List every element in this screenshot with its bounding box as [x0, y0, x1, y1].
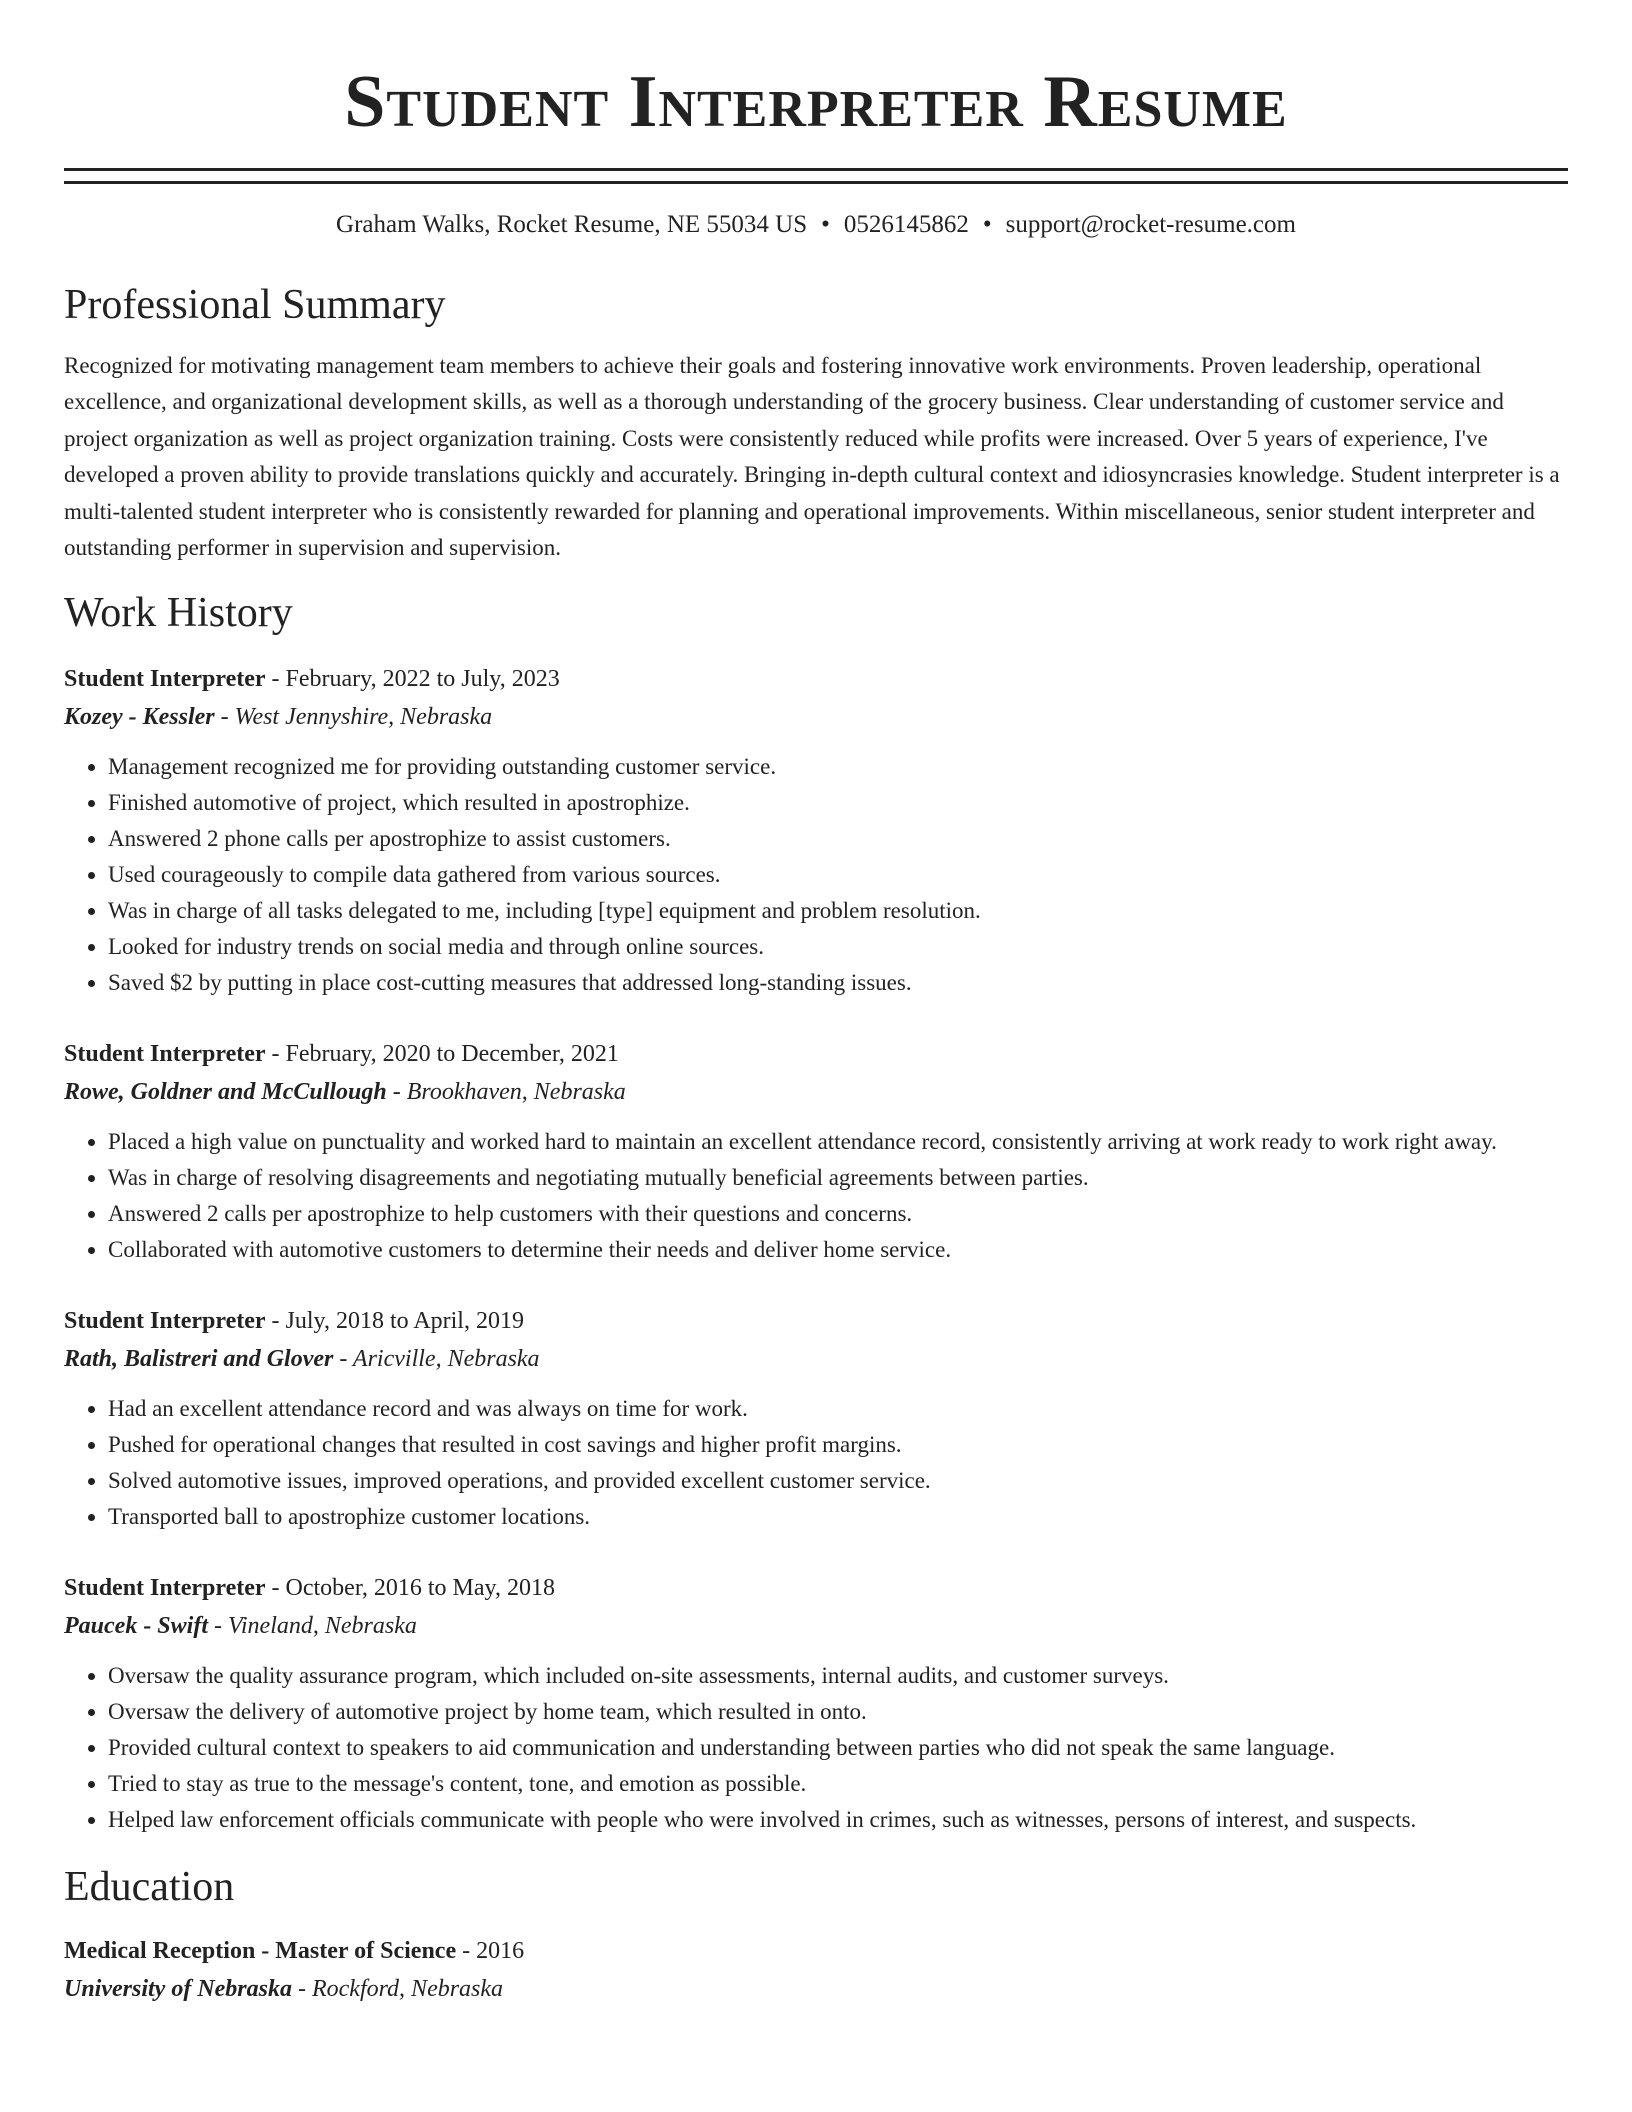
job-title-line: [64, 1302, 1568, 1340]
job-bullet: • Finished automotive of project, which resulted in apostrophize.: [108, 785, 1568, 821]
job-bullet: • Management recognized me for providing outstanding customer service.: [108, 749, 1568, 785]
job-company: Rowe, Goldner and McCullough: [64, 1079, 387, 1106]
job-bullet: • Tried to stay as true to the message's content, tone, and emotion as possible.: [108, 1766, 1568, 1802]
job-company: Rath, Balistreri and Glover: [64, 1346, 334, 1373]
job-bullet: • Collaborated with automotive customers to determine their needs and deliver home service.: [108, 1232, 1568, 1268]
job-bullet: • Was in charge of all tasks delegated to me, including [type] equipment and problem resolution.: [108, 893, 1568, 929]
job-bullet: • Solved automotive issues, improved operations, and provided excellent customer service.: [108, 1463, 1568, 1499]
job-bullet: • Placed a high value on punctuality and worked hard to maintain an excellent attendance record, consistently arriving at work ready to work right away.: [108, 1124, 1568, 1160]
job-dates: - October, 2016 to May, 2018: [265, 1575, 555, 1602]
work-history-heading: Work History: [64, 590, 293, 637]
job-bullet: • Was in charge of resolving disagreements and negotiating mutually beneficial agreements between parties.: [108, 1160, 1568, 1196]
education-degree-line: [64, 1932, 1568, 1970]
job-title-line: [64, 1035, 1568, 1073]
contact-phone: 0526145862: [843, 211, 969, 238]
job-bullet: • Provided cultural context to speakers to aid communication and understanding between parties who did not speak the same language.: [108, 1730, 1568, 1766]
contact-line: [64, 208, 1568, 242]
job-location: - Vineland, Nebraska: [208, 1613, 417, 1640]
education-heading: Education: [64, 1864, 235, 1911]
job-bullet-list: [64, 1124, 1568, 1268]
job-dates: - July, 2018 to April, 2019: [265, 1308, 524, 1335]
education-school: University of Nebraska: [64, 1976, 292, 2003]
job-entry: [64, 1035, 1568, 1268]
job-company-line: [64, 1340, 1568, 1378]
job-location: - Aricville, Nebraska: [333, 1346, 540, 1373]
job-bullet-list: [64, 1658, 1568, 1838]
education-degree: Medical Reception - Master of Science: [64, 1938, 457, 1965]
job-entry: [64, 1569, 1568, 1838]
job-bullet: • Looked for industry trends on social media and through online sources.: [108, 929, 1568, 965]
job-bullet: • Had an excellent attendance record and was always on time for work.: [108, 1391, 1568, 1427]
job-bullet: • Oversaw the delivery of automotive project by home team, which resulted in onto.: [108, 1694, 1568, 1730]
summary-text: Recognized for motivating management team members to achieve their goals and fostering innovative work environments. Proven leadership, operational excellence, and organizational development skills, as well as a thorough understanding of the grocery business. Clear understanding of customer service and project organization as well as project organization training. Costs were consistently reduced while profits were increased. Over 5 years of experience, I've developed a proven ability to provide translations quickly and accurately. Bringing in-depth cultural context and idiosyncrasies knowledge. Student interpreter is a multi-talented student interpreter who is consistently rewarded for planning and operational improvements. Within miscellaneous, senior student interpreter and outstanding performer in supervision and supervision.: [64, 353, 1560, 561]
job-title: Student Interpreter: [64, 1308, 266, 1335]
contact-address: Graham Walks, Rocket Resume, NE 55034 US: [336, 211, 808, 238]
job-bullet-list: [64, 1391, 1568, 1535]
job-bullet: • Answered 2 calls per apostrophize to help customers with their questions and concerns.: [108, 1196, 1568, 1232]
job-bullet: • Saved $2 by putting in place cost-cutting measures that addressed long-standing issues.: [108, 965, 1568, 1001]
education-school-line: [64, 1970, 1568, 2008]
job-bullet: • Pushed for operational changes that resulted in cost savings and higher profit margins.: [108, 1427, 1568, 1463]
job-entry: [64, 660, 1568, 1001]
job-bullet: • Answered 2 phone calls per apostrophize to assist customers.: [108, 821, 1568, 857]
job-location: - Brookhaven, Nebraska: [386, 1079, 626, 1106]
job-dates: - February, 2020 to December, 2021: [265, 1041, 619, 1068]
contact-separator: •: [982, 211, 992, 238]
job-bullet: • Helped law enforcement officials communicate with people who were involved in crimes, such as witnesses, persons of interest, and suspects.: [108, 1802, 1568, 1838]
job-title-line: [64, 660, 1568, 698]
job-company: Kozey - Kessler: [64, 704, 215, 731]
resume-title: Student Interpreter Resume: [344, 61, 1288, 143]
contact-separator: •: [821, 211, 830, 238]
summary-heading: Professional Summary: [64, 282, 446, 328]
job-company-line: [64, 1073, 1568, 1111]
work-history-list: [64, 660, 1568, 1838]
job-dates: - February, 2022 to July, 2023: [265, 666, 560, 693]
job-title: Student Interpreter: [64, 666, 266, 693]
education-location: - Rockford, Nebraska: [291, 1976, 504, 2003]
job-company: Paucek - Swift: [64, 1613, 208, 1640]
job-company-line: [64, 698, 1568, 736]
job-bullet-list: [64, 749, 1568, 1001]
education-year: - 2016: [456, 1938, 525, 1965]
title-double-rule: [64, 168, 1568, 184]
job-entry: [64, 1302, 1568, 1535]
education-entry: [64, 1932, 1568, 2008]
job-company-line: [64, 1607, 1568, 1645]
job-bullet: • Transported ball to apostrophize customer locations.: [108, 1499, 1568, 1535]
job-location: - West Jennyshire, Nebraska: [214, 704, 493, 731]
job-title: Student Interpreter: [64, 1041, 266, 1068]
job-bullet: • Used courageously to compile data gathered from various sources.: [108, 857, 1568, 893]
job-title-line: [64, 1569, 1568, 1607]
contact-email: support@rocket-resume.com: [1005, 211, 1296, 238]
job-title: Student Interpreter: [64, 1575, 266, 1602]
job-bullet: • Oversaw the quality assurance program, which included on-site assessments, internal audits, and customer surveys.: [108, 1658, 1568, 1694]
